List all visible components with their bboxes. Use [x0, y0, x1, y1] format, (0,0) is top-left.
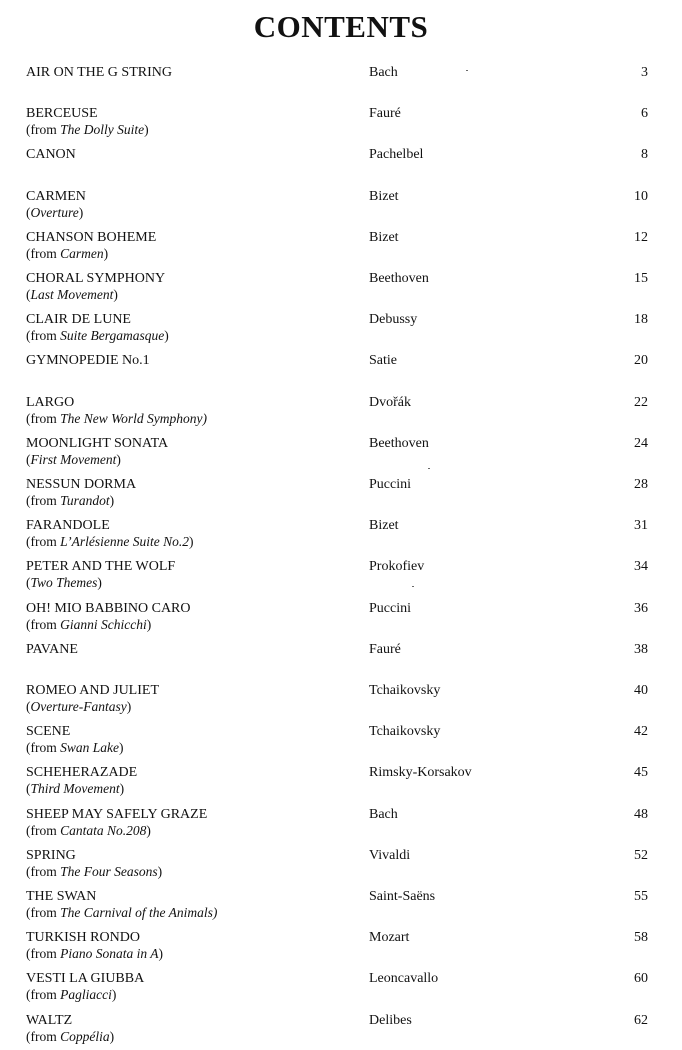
- entry-page-number: 31: [634, 518, 648, 533]
- subtitle-suffix: ): [109, 1029, 115, 1044]
- entry-page-number: 42: [634, 724, 648, 739]
- contents-entry: [0, 806, 682, 844]
- entry-page-number: 3: [641, 65, 648, 80]
- entry-subtitle: [26, 945, 163, 962]
- contents-entry: [0, 64, 682, 102]
- subtitle-prefix: (from: [26, 246, 61, 261]
- entry-composer: Bach: [369, 807, 398, 822]
- entry-title: CLAIR DE LUNE: [26, 312, 131, 327]
- contents-entry: [0, 888, 682, 926]
- subtitle-suffix: ): [113, 287, 118, 302]
- entry-page-number: 58: [634, 930, 648, 945]
- entry-subtitle: [26, 616, 151, 633]
- entry-subtitle: [26, 986, 116, 1003]
- subtitle-suffix: ): [126, 699, 132, 714]
- entry-title: SHEEP MAY SAFELY GRAZE: [26, 807, 208, 822]
- entry-page-number: 24: [634, 436, 648, 451]
- subtitle-work: Turandot: [60, 493, 110, 508]
- contents-entry: [0, 146, 682, 184]
- subtitle-work: Pagliacci: [60, 987, 112, 1002]
- entry-page-number: 28: [634, 477, 648, 492]
- entry-title: SPRING: [26, 848, 76, 863]
- subtitle-work: Cantata No.208: [60, 823, 147, 838]
- subtitle-work: The New World Symphony): [60, 411, 207, 426]
- entry-composer: Beethoven: [369, 271, 429, 286]
- subtitle-suffix: ): [97, 575, 102, 590]
- entry-page-number: 15: [634, 271, 648, 286]
- entry-page-number: 48: [634, 807, 648, 822]
- subtitle-prefix: (from: [26, 946, 61, 961]
- entry-subtitle: [26, 410, 207, 427]
- entry-subtitle: [26, 1028, 114, 1045]
- entry-page-number: 22: [634, 395, 648, 410]
- subtitle-work: First Movement: [30, 452, 117, 467]
- subtitle-prefix: (: [26, 781, 31, 796]
- subtitle-suffix: ): [188, 534, 194, 549]
- contents-entry: [0, 476, 682, 514]
- entry-title: FARANDOLE: [26, 518, 110, 533]
- entry-composer: Bizet: [369, 230, 399, 245]
- entry-composer: Vivaldi: [369, 848, 411, 863]
- subtitle-work: Swan Lake: [60, 740, 119, 755]
- entry-composer: Fauré: [369, 106, 401, 121]
- entry-composer: Beethoven: [369, 436, 429, 451]
- entry-composer: Bizet: [369, 518, 399, 533]
- entry-page-number: 40: [634, 683, 648, 698]
- entry-composer: Fauré: [369, 642, 401, 657]
- contents-entry: [0, 270, 682, 308]
- subtitle-suffix: ): [144, 122, 149, 137]
- entry-title: SCHEHERAZADE: [26, 765, 138, 780]
- subtitle-work: L’Arlésienne Suite No.2: [60, 534, 189, 549]
- scan-speck: [412, 586, 414, 587]
- subtitle-work: Gianni Schicchi: [60, 617, 147, 632]
- contents-entry: [0, 723, 682, 761]
- entry-composer: Satie: [369, 353, 397, 368]
- entry-subtitle: [26, 451, 121, 468]
- subtitle-prefix: (: [26, 699, 31, 714]
- entry-subtitle: [26, 121, 149, 138]
- entry-composer: Mozart: [369, 930, 410, 945]
- entry-subtitle: [26, 286, 118, 303]
- subtitle-work: The Carnival of the Animals): [60, 905, 218, 920]
- entry-title: PETER AND THE WOLF: [26, 559, 176, 574]
- entry-title: WALTZ: [26, 1013, 73, 1028]
- subtitle-suffix: ): [116, 452, 121, 467]
- entry-page-number: 52: [634, 848, 648, 863]
- entry-title: THE SWAN: [26, 889, 97, 904]
- contents-entry: [0, 105, 682, 143]
- entry-title: TURKISH RONDO: [26, 930, 140, 945]
- subtitle-work: Third Movement: [30, 781, 120, 796]
- subtitle-suffix: ): [119, 781, 125, 796]
- subtitle-suffix: ): [158, 946, 164, 961]
- contents-entry: [0, 970, 682, 1008]
- subtitle-prefix: (from: [26, 617, 61, 632]
- subtitle-work: Suite Bergamasque: [60, 328, 165, 343]
- subtitle-prefix: (: [26, 205, 31, 220]
- scan-speck: [428, 468, 430, 469]
- entry-subtitle: [26, 739, 124, 756]
- entry-title: CANON: [26, 147, 76, 162]
- entry-page-number: 6: [641, 106, 648, 121]
- subtitle-prefix: (from: [26, 1029, 61, 1044]
- contents-entry: [0, 847, 682, 885]
- contents-entry: [0, 352, 682, 390]
- contents-entry: [0, 682, 682, 720]
- subtitle-work: Overture-Fantasy: [30, 699, 127, 714]
- subtitle-work: The Four Seasons: [60, 864, 158, 879]
- subtitle-prefix: (from: [26, 122, 61, 137]
- entry-subtitle: [26, 492, 114, 509]
- entry-page-number: 38: [634, 642, 648, 657]
- entry-page-number: 45: [634, 765, 648, 780]
- subtitle-suffix: ): [146, 617, 152, 632]
- entry-composer: Bizet: [369, 189, 399, 204]
- entry-composer: Prokofiev: [369, 559, 425, 574]
- entry-subtitle: [26, 698, 131, 715]
- contents-entry: [0, 558, 682, 596]
- entry-composer: Tchaikovsky: [369, 683, 441, 698]
- subtitle-prefix: (from: [26, 411, 61, 426]
- entry-page-number: 34: [634, 559, 648, 574]
- entry-subtitle: [26, 327, 169, 344]
- subtitle-prefix: (from: [26, 905, 61, 920]
- subtitle-prefix: (from: [26, 534, 61, 549]
- entry-title: NESSUN DORMA: [26, 477, 137, 492]
- entry-title: MOONLIGHT SONATA: [26, 436, 169, 451]
- page-title: CONTENTS: [253, 9, 429, 44]
- entry-subtitle: [26, 533, 193, 550]
- scan-speck: [466, 70, 468, 71]
- entry-subtitle: [26, 904, 217, 921]
- contents-entry: [0, 641, 682, 679]
- entry-composer: Puccini: [369, 601, 411, 616]
- entry-composer: Leoncavallo: [369, 971, 439, 986]
- entry-title: CHANSON BOHEME: [26, 230, 157, 245]
- contents-entry: [0, 600, 682, 638]
- entry-composer: Saint-Saëns: [369, 889, 436, 904]
- entry-page-number: 55: [634, 889, 648, 904]
- entry-subtitle: [26, 204, 83, 221]
- subtitle-suffix: ): [157, 864, 163, 879]
- entry-title: AIR ON THE G STRING: [26, 65, 172, 80]
- subtitle-work: The Dolly Suite: [60, 122, 145, 137]
- entry-subtitle: [26, 863, 162, 880]
- subtitle-suffix: ): [109, 493, 115, 508]
- entry-page-number: 12: [634, 230, 648, 245]
- entry-page-number: 62: [634, 1013, 648, 1028]
- subtitle-prefix: (: [26, 452, 31, 467]
- entry-title: OH! MIO BABBINO CARO: [26, 601, 191, 616]
- subtitle-prefix: (from: [26, 740, 61, 755]
- entry-page-number: 36: [634, 601, 648, 616]
- subtitle-work: Coppélia: [60, 1029, 110, 1044]
- subtitle-suffix: ): [146, 823, 151, 838]
- subtitle-suffix: ): [78, 205, 84, 220]
- subtitle-work: Piano Sonata in A: [60, 946, 159, 961]
- contents-entry: [0, 394, 682, 432]
- entry-title: GYMNOPEDIE No.1: [26, 353, 150, 368]
- entry-composer: Bach: [369, 65, 398, 80]
- entry-subtitle: [26, 780, 124, 797]
- entry-title: PAVANE: [26, 642, 78, 657]
- subtitle-suffix: ): [103, 246, 109, 261]
- subtitle-prefix: (from: [26, 493, 61, 508]
- subtitle-prefix: (: [26, 287, 31, 302]
- entry-page-number: 10: [634, 189, 648, 204]
- entry-composer: Pachelbel: [369, 147, 424, 162]
- entry-composer: Dvořák: [369, 395, 411, 410]
- subtitle-work: Two Themes: [30, 575, 98, 590]
- entry-title: BERCEUSE: [26, 106, 98, 121]
- contents-entry: [0, 764, 682, 802]
- contents-entry: [0, 229, 682, 267]
- entry-title: ROMEO AND JULIET: [26, 683, 159, 698]
- contents-entry: [0, 929, 682, 967]
- entry-title: SCENE: [26, 724, 71, 739]
- subtitle-suffix: ): [119, 740, 124, 755]
- entry-subtitle: [26, 245, 108, 262]
- subtitle-prefix: (from: [26, 987, 61, 1002]
- entry-subtitle: [26, 574, 102, 591]
- entry-page-number: 18: [634, 312, 648, 327]
- contents-entry: [0, 311, 682, 349]
- subtitle-prefix: (from: [26, 328, 61, 343]
- entry-composer: Tchaikovsky: [369, 724, 441, 739]
- subtitle-prefix: (: [26, 575, 31, 590]
- entry-composer: Debussy: [369, 312, 418, 327]
- entry-subtitle: [26, 822, 151, 839]
- contents-entry: [0, 435, 682, 473]
- entry-page-number: 20: [634, 353, 648, 368]
- subtitle-work: Overture: [30, 205, 79, 220]
- entry-title: CHORAL SYMPHONY: [26, 271, 166, 286]
- entry-page-number: 8: [641, 147, 648, 162]
- entry-title: CARMEN: [26, 189, 86, 204]
- entry-title: VESTI LA GIUBBA: [26, 971, 145, 986]
- subtitle-work: Carmen: [60, 246, 104, 261]
- contents-entry: [0, 1012, 682, 1050]
- entry-page-number: 60: [634, 971, 648, 986]
- entry-composer: Puccini: [369, 477, 411, 492]
- subtitle-prefix: (from: [26, 864, 61, 879]
- subtitle-prefix: (from: [26, 823, 61, 838]
- subtitle-suffix: ): [111, 987, 117, 1002]
- subtitle-suffix: ): [164, 328, 169, 343]
- entry-title: LARGO: [26, 395, 75, 410]
- contents-entry: [0, 188, 682, 226]
- entry-composer: Delibes: [369, 1013, 412, 1028]
- subtitle-work: Last Movement: [30, 287, 114, 302]
- contents-entry: [0, 517, 682, 555]
- entry-composer: Rimsky-Korsakov: [369, 765, 472, 780]
